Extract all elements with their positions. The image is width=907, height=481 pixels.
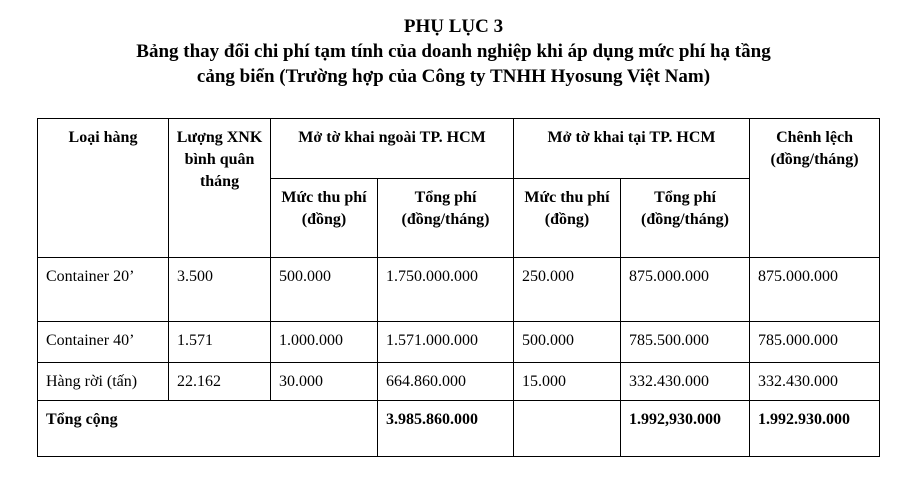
- cell-luong: 1.571: [169, 322, 271, 363]
- title-line-1: Bảng thay đổi chi phí tạm tính của doanh nghiệp khi áp dụng mức phí hạ tầng: [136, 41, 771, 62]
- cell-muc-thu-ngoai: 30.000: [271, 363, 378, 401]
- header-chenh-lech: Chênh lệch (đồng/tháng): [750, 119, 880, 258]
- total-chenh-lech: 1.992.930.000: [750, 401, 880, 457]
- cell-muc-thu-tai: 500.000: [514, 322, 621, 363]
- total-label: Tổng cộng: [38, 401, 378, 457]
- header-ngoai-hcm: Mở tờ khai ngoài TP. HCM: [271, 119, 514, 179]
- appendix-heading: PHỤ LỤC 3: [403, 16, 504, 37]
- cell-chenh-lech: 785.000.000: [750, 322, 880, 363]
- header-muc-thu-ngoai: Mức thu phí (đồng): [271, 179, 378, 258]
- total-row: [38, 401, 880, 457]
- cell-tong-phi-tai: 332.430.000: [621, 363, 750, 401]
- cell-loai-hang: Hàng rời (tấn): [38, 363, 169, 401]
- cell-tong-phi-tai: 875.000.000: [621, 258, 750, 322]
- cell-loai-hang: Container 20’: [38, 258, 169, 322]
- cell-tong-phi-ngoai: 1.571.000.000: [378, 322, 514, 363]
- cell-muc-thu-ngoai: 1.000.000: [271, 322, 378, 363]
- total-tong-phi-ngoai: 3.985.860.000: [378, 401, 514, 457]
- cell-tong-phi-ngoai: 664.860.000: [378, 363, 514, 401]
- cell-luong: 3.500: [169, 258, 271, 322]
- header-luong-xnk: Lượng XNK bình quân tháng: [169, 119, 271, 258]
- table-row: [38, 258, 880, 322]
- total-empty-cell: [514, 401, 621, 457]
- document-title: [0, 14, 907, 89]
- cell-chenh-lech: 332.430.000: [750, 363, 880, 401]
- cell-loai-hang: Container 40’: [38, 322, 169, 363]
- cell-muc-thu-tai: 15.000: [514, 363, 621, 401]
- cell-muc-thu-ngoai: 500.000: [271, 258, 378, 322]
- header-tai-hcm: Mở tờ khai tại TP. HCM: [514, 119, 750, 179]
- table-row: [38, 322, 880, 363]
- header-muc-thu-tai: Mức thu phí (đồng): [514, 179, 621, 258]
- cost-table: [37, 118, 880, 457]
- total-tong-phi-tai: 1.992,930.000: [621, 401, 750, 457]
- cell-muc-thu-tai: 250.000: [514, 258, 621, 322]
- header-tong-phi-tai: Tổng phí (đồng/tháng): [621, 179, 750, 258]
- cell-tong-phi-tai: 785.500.000: [621, 322, 750, 363]
- table-row: [38, 363, 880, 401]
- header-row-1: [38, 119, 880, 179]
- header-tong-phi-ngoai: Tổng phí (đồng/tháng): [378, 179, 514, 258]
- cell-tong-phi-ngoai: 1.750.000.000: [378, 258, 514, 322]
- cell-chenh-lech: 875.000.000: [750, 258, 880, 322]
- title-line-2: cảng biển (Trường hợp của Công ty TNHH Hyosung Việt Nam): [196, 66, 711, 87]
- cell-luong: 22.162: [169, 363, 271, 401]
- header-loai-hang: Loại hàng: [38, 119, 169, 258]
